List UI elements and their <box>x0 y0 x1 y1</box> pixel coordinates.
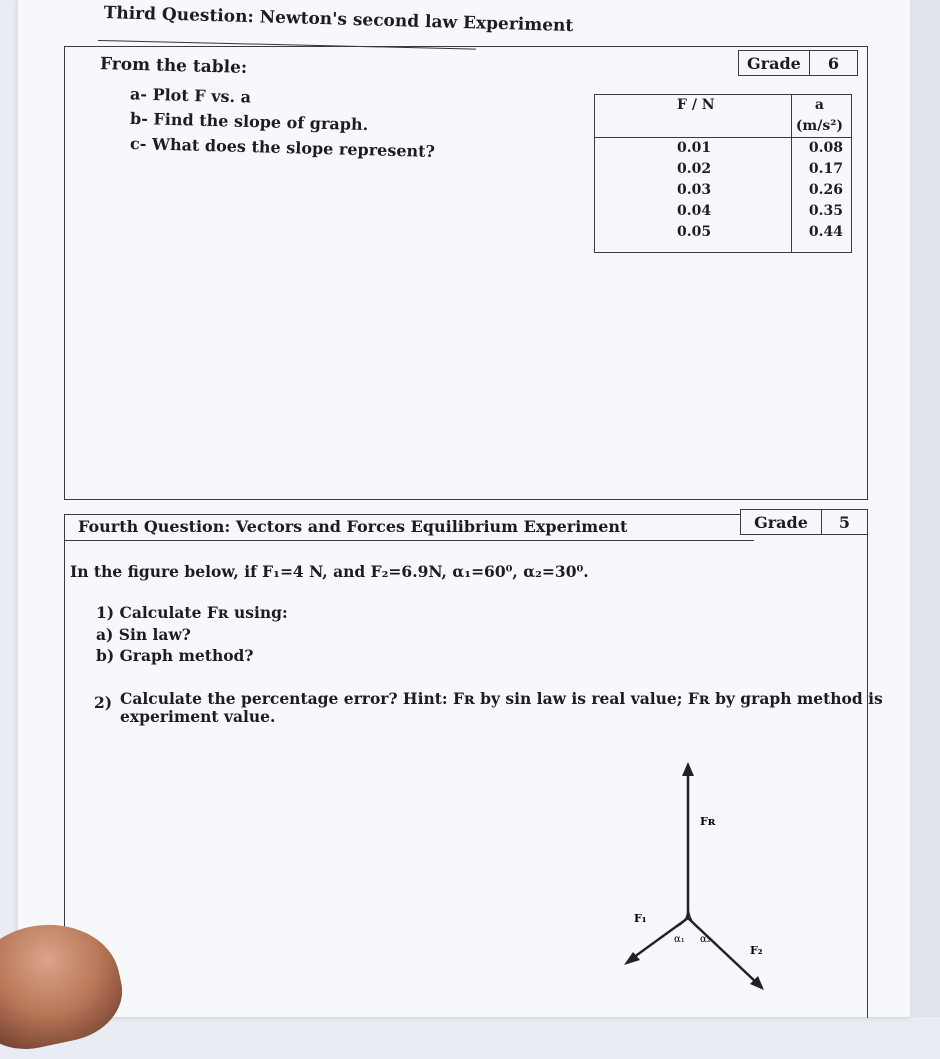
force-vector-diagram <box>600 760 800 1000</box>
alpha1-label: α₁ <box>674 934 685 945</box>
q3-title: Third Question: Newton's second law Experiment <box>103 3 574 37</box>
table-cell: 0.03 <box>595 180 792 201</box>
f2-label: F₂ <box>750 944 763 957</box>
table-header-row <box>595 95 852 138</box>
table-cell: 0.26 <box>791 180 851 201</box>
table-cell: 0.04 <box>595 201 792 222</box>
q4-grade-label: Grade <box>741 510 822 534</box>
q3-grade-value: 6 <box>827 53 839 73</box>
q4-grade-box <box>740 509 868 535</box>
table-cell: 0.44 <box>791 222 851 253</box>
q4-grade-value: 5 <box>838 512 851 532</box>
q4-q1a: a) Sin law? <box>96 625 191 644</box>
table-cell: 0.01 <box>595 138 792 160</box>
table-row <box>595 201 852 222</box>
q3-item-b: b- Find the slope of graph. <box>129 108 369 135</box>
force-acceleration-table <box>594 94 852 253</box>
table-cell: 0.08 <box>791 138 851 160</box>
table-row <box>595 222 852 253</box>
page-edge <box>912 0 940 1017</box>
fr-label: Fʀ <box>700 815 716 828</box>
q3-intro: From the table: <box>99 54 248 78</box>
table-header-force: F / N <box>595 95 792 138</box>
q4-q1b: b) Graph method? <box>96 646 254 665</box>
table-cell: 0.02 <box>595 159 792 180</box>
q4-q1: 1) Calculate Fʀ using: <box>96 603 288 622</box>
q4-q2-line1: Calculate the percentage error? Hint: Fʀ by sin law is real value; Fʀ by graph method is <box>120 689 883 708</box>
q4-title: Fourth Question: Vectors and Forces Equilibrium Experiment <box>78 517 628 536</box>
q4-title-rule <box>64 540 754 541</box>
q3-item-a: a- Plot F vs. a <box>129 84 252 107</box>
q3-grade-box <box>738 50 858 76</box>
alpha2-label: α₂ <box>700 934 711 945</box>
q4-given: In the figure below, if F₁=4 N, and F₂=6.9N, α₁=60⁰, α₂=30⁰. <box>70 562 589 581</box>
table-cell: 0.35 <box>791 201 851 222</box>
q4-q2-line2: experiment value. <box>120 707 276 726</box>
q3-item-c: c- What does the slope represent? <box>129 134 436 161</box>
table-cell: 0.05 <box>595 222 792 253</box>
f1-label: F₁ <box>634 912 647 925</box>
table-row <box>595 138 852 160</box>
table-cell: 0.17 <box>791 159 851 180</box>
table-header-acceleration: a (m/s²) <box>791 95 851 138</box>
table-row <box>595 180 852 201</box>
q4-q2-number: 2) <box>94 693 113 712</box>
q3-grade-label: Grade <box>739 51 810 75</box>
fr-arrowhead <box>682 762 694 776</box>
table-row <box>595 159 852 180</box>
